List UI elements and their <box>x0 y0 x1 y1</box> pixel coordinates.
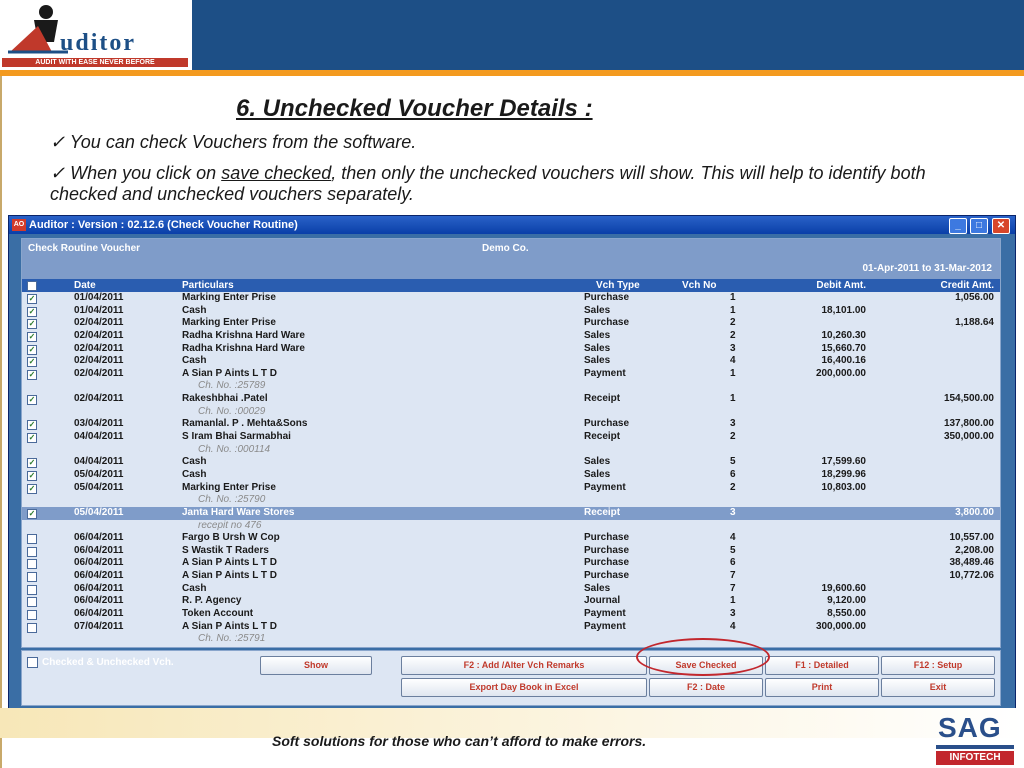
voucher-number: 4 <box>730 620 736 632</box>
voucher-particulars: A Sian P Aints L T D <box>182 557 278 569</box>
voucher-row[interactable] <box>22 418 1000 431</box>
voucher-row[interactable] <box>22 532 1000 545</box>
voucher-type: Purchase <box>584 418 630 430</box>
voucher-number: 3 <box>730 418 736 430</box>
section-title: Check Routine Voucher <box>28 243 141 254</box>
voucher-type: Sales <box>584 304 611 316</box>
voucher-date: 06/04/2011 <box>74 608 124 620</box>
company-name: Demo Co. <box>482 243 529 254</box>
bullet-text-post: , then only the unchecked vouchers will show. This will help to identify both checked and unchecked vouchers separately. <box>50 163 926 204</box>
voucher-note: Ch. No. :25791 <box>198 633 266 645</box>
voucher-note: recepit no 476 <box>198 519 262 531</box>
voucher-number: 2 <box>730 329 736 341</box>
voucher-row[interactable] <box>22 621 1000 634</box>
voucher-date: 02/04/2011 <box>74 393 124 405</box>
voucher-credit: 10,772.06 <box>949 570 994 582</box>
voucher-row[interactable] <box>22 507 1000 520</box>
voucher-row[interactable] <box>22 292 1000 305</box>
voucher-checkbox[interactable] <box>27 572 37 582</box>
col-vch-type[interactable]: Vch Type <box>596 280 640 291</box>
voucher-number: 2 <box>730 317 736 329</box>
voucher-number: 3 <box>730 608 736 620</box>
voucher-checkbox[interactable] <box>27 597 37 607</box>
logo-tagline: AUDIT WITH EASE NEVER BEFORE <box>2 58 188 67</box>
logo-text: uditor <box>60 30 137 56</box>
voucher-row[interactable] <box>22 557 1000 570</box>
show-button[interactable]: Show <box>260 656 372 675</box>
voucher-type: Payment <box>584 367 626 379</box>
voucher-particulars: Cash <box>182 582 207 594</box>
voucher-particulars: Cash <box>182 304 207 316</box>
voucher-checkbox[interactable]: ✓ <box>28 433 36 443</box>
voucher-type: Payment <box>584 608 626 620</box>
save-checked-button[interactable]: Save Checked <box>649 656 763 675</box>
voucher-date: 07/04/2011 <box>74 620 124 632</box>
sag-logo-text: SAG <box>938 712 1002 743</box>
checked-unchecked-filter[interactable] <box>27 657 174 668</box>
voucher-type: Purchase <box>584 532 630 544</box>
voucher-credit: 10,557.00 <box>949 532 994 544</box>
setup-button[interactable]: F12 : Setup <box>881 656 995 675</box>
close-button[interactable]: ✕ <box>992 218 1010 234</box>
voucher-note-row <box>22 406 1000 419</box>
bullet-text-pre: When you click on <box>70 163 222 183</box>
maximize-button[interactable]: □ <box>970 218 988 234</box>
add-alter-remarks-button[interactable]: F2 : Add /Alter Vch Remarks <box>401 656 647 675</box>
slide-left-rule <box>0 76 2 768</box>
voucher-particulars: Cash <box>182 456 207 468</box>
bullet-save-checked <box>50 163 930 205</box>
voucher-particulars: Fargo B Ursh W Cop <box>182 532 280 544</box>
voucher-checkbox[interactable]: ✓ <box>28 344 36 354</box>
voucher-type: Purchase <box>584 557 630 569</box>
voucher-number: 4 <box>730 532 736 544</box>
bullet-check-vouchers <box>50 132 416 153</box>
col-date[interactable]: Date <box>74 280 96 291</box>
voucher-checkbox[interactable] <box>27 623 37 633</box>
voucher-date: 04/04/2011 <box>74 456 124 468</box>
voucher-number: 5 <box>730 456 736 468</box>
voucher-type: Payment <box>584 481 626 493</box>
voucher-row[interactable] <box>22 305 1000 318</box>
voucher-number: 6 <box>730 557 736 569</box>
voucher-row[interactable] <box>22 393 1000 406</box>
voucher-debit: 300,000.00 <box>815 620 866 632</box>
sag-infotech-label: INFOTECH <box>936 751 1014 765</box>
voucher-particulars: Marking Enter Prise <box>182 292 276 303</box>
col-particulars[interactable]: Particulars <box>182 280 234 291</box>
voucher-type: Purchase <box>584 570 630 582</box>
voucher-debit: 19,600.60 <box>821 582 866 594</box>
voucher-date: 02/04/2011 <box>74 317 124 329</box>
voucher-row[interactable] <box>22 595 1000 608</box>
voucher-number: 2 <box>730 431 736 443</box>
voucher-note: Ch. No. :25789 <box>198 380 266 392</box>
voucher-debit: 16,400.16 <box>821 355 866 367</box>
voucher-note-row <box>22 520 1000 533</box>
auditor-logo <box>0 0 192 70</box>
voucher-checkbox[interactable]: ✓ <box>28 470 36 480</box>
voucher-credit: 38,489.46 <box>949 557 994 569</box>
voucher-checkbox[interactable]: ✓ <box>28 395 36 405</box>
print-button[interactable]: Print <box>765 678 879 697</box>
voucher-debit: 8,550.00 <box>827 608 866 620</box>
panel-header <box>22 239 1000 259</box>
voucher-date: 02/04/2011 <box>74 367 124 379</box>
voucher-number: 1 <box>730 595 736 607</box>
voucher-row[interactable] <box>22 355 1000 368</box>
voucher-particulars: Token Account <box>182 608 254 620</box>
save-checked-highlight-circle <box>636 638 770 676</box>
window-title-bar[interactable] <box>9 216 1015 234</box>
voucher-number: 1 <box>730 304 736 316</box>
voucher-particulars: Rakeshbhai .Patel <box>182 393 268 405</box>
voucher-number: 1 <box>730 367 736 379</box>
voucher-type: Sales <box>584 456 611 468</box>
voucher-particulars: R. P. Agency <box>182 595 242 607</box>
voucher-checkbox[interactable]: ✓ <box>28 294 36 303</box>
voucher-checkbox[interactable] <box>27 547 37 557</box>
voucher-credit: 1,188.64 <box>955 317 994 329</box>
voucher-checkbox[interactable]: ✓ <box>28 319 36 329</box>
voucher-date: 05/04/2011 <box>74 506 124 518</box>
window-title: Auditor : Version : 02.12.6 (Check Voucher Routine) <box>29 219 298 231</box>
voucher-particulars: A Sian P Aints L T D <box>182 620 278 632</box>
voucher-date: 01/04/2011 <box>74 304 124 316</box>
voucher-row[interactable] <box>22 368 1000 381</box>
voucher-particulars: Radha Krishna Hard Ware <box>182 329 305 341</box>
voucher-date: 02/04/2011 <box>74 342 124 354</box>
voucher-date: 05/04/2011 <box>74 481 124 493</box>
logo-figure-icon <box>8 2 68 56</box>
period-range: 01-Apr-2011 to 31-Mar-2012 <box>862 263 992 274</box>
voucher-row[interactable] <box>22 456 1000 469</box>
voucher-list <box>22 292 1000 646</box>
voucher-debit: 10,803.00 <box>821 481 866 493</box>
voucher-type: Receipt <box>584 506 621 518</box>
voucher-debit: 200,000.00 <box>815 367 866 379</box>
voucher-particulars: A Sian P Aints L T D <box>182 367 278 379</box>
voucher-checkbox[interactable]: ✓ <box>28 458 36 468</box>
voucher-number: 2 <box>730 481 736 493</box>
voucher-credit: 3,800.00 <box>955 506 994 518</box>
column-header-row <box>22 279 1000 292</box>
footer-tagline: Soft solutions for those who can’t afford to make errors. <box>272 733 647 749</box>
period-header <box>22 259 1000 279</box>
voucher-type: Sales <box>584 468 611 480</box>
voucher-date: 06/04/2011 <box>74 582 124 594</box>
voucher-debit: 17,599.60 <box>821 456 866 468</box>
filter-checkbox[interactable] <box>27 657 38 668</box>
voucher-date: 05/04/2011 <box>74 468 124 480</box>
voucher-number: 3 <box>730 342 736 354</box>
voucher-type: Payment <box>584 620 626 632</box>
voucher-particulars: Cash <box>182 468 207 480</box>
voucher-type: Receipt <box>584 393 621 405</box>
voucher-number: 3 <box>730 506 736 518</box>
voucher-type: Receipt <box>584 431 621 443</box>
voucher-debit: 10,260.30 <box>821 329 866 341</box>
voucher-row[interactable] <box>22 608 1000 621</box>
voucher-row[interactable] <box>22 330 1000 343</box>
check-mark-icon: ✓ <box>50 132 66 152</box>
voucher-number: 1 <box>730 292 736 303</box>
voucher-note: Ch. No. :000114 <box>198 443 271 455</box>
voucher-checkbox[interactable]: ✓ <box>28 331 36 341</box>
voucher-credit: 1,056.00 <box>955 292 994 303</box>
voucher-date: 02/04/2011 <box>74 355 124 367</box>
voucher-row[interactable] <box>22 583 1000 596</box>
voucher-particulars: S Wastik T Raders <box>182 544 269 556</box>
bullet-text: You can check Vouchers from the software. <box>69 132 417 152</box>
app-icon: AO <box>12 219 26 231</box>
filter-label: Checked & Unchecked Vch. <box>42 657 174 669</box>
voucher-type: Sales <box>584 355 611 367</box>
voucher-type: Journal <box>584 595 621 607</box>
voucher-number: 7 <box>730 582 736 594</box>
voucher-debit: 18,299.96 <box>821 468 866 480</box>
voucher-type: Purchase <box>584 292 630 303</box>
voucher-row[interactable] <box>22 469 1000 482</box>
date-button[interactable]: F2 : Date <box>649 678 763 697</box>
voucher-particulars: Marking Enter Prise <box>182 481 276 493</box>
voucher-type: Purchase <box>584 544 630 556</box>
voucher-debit: 9,120.00 <box>827 595 866 607</box>
exit-button[interactable]: Exit <box>881 678 995 697</box>
minimize-button[interactable]: _ <box>949 218 967 234</box>
voucher-debit: 18,101.00 <box>821 304 866 316</box>
voucher-note-row <box>22 494 1000 507</box>
voucher-note: Ch. No. :00029 <box>198 405 266 417</box>
col-credit[interactable]: Credit Amt. <box>940 280 994 291</box>
slide-title: 6. Unchecked Voucher Details : <box>236 95 593 122</box>
voucher-panel <box>21 238 1001 648</box>
voucher-date: 04/04/2011 <box>74 431 124 443</box>
voucher-number: 6 <box>730 468 736 480</box>
voucher-checkbox[interactable]: ✓ <box>28 357 36 367</box>
voucher-checkbox[interactable]: ✓ <box>28 420 36 430</box>
voucher-checkbox[interactable]: ✓ <box>28 306 36 316</box>
sag-logo-rule <box>936 745 1014 749</box>
save-checked-link-text: save checked <box>221 163 332 183</box>
col-vch-no[interactable]: Vch No <box>682 280 717 291</box>
slide-header-accent <box>0 70 1024 76</box>
voucher-row[interactable] <box>22 545 1000 558</box>
voucher-row[interactable] <box>22 431 1000 444</box>
voucher-date: 06/04/2011 <box>74 595 124 607</box>
select-all-checkbox[interactable] <box>27 281 37 291</box>
voucher-particulars: A Sian P Aints L T D <box>182 570 278 582</box>
voucher-particulars: Janta Hard Ware Stores <box>182 506 295 518</box>
voucher-row[interactable] <box>22 482 1000 495</box>
voucher-checkbox[interactable]: ✓ <box>28 369 36 379</box>
voucher-type: Sales <box>584 329 611 341</box>
voucher-credit: 154,500.00 <box>943 393 994 405</box>
voucher-checkbox[interactable] <box>27 559 37 569</box>
voucher-date: 06/04/2011 <box>74 532 124 544</box>
check-voucher-window <box>8 215 1016 711</box>
voucher-date: 06/04/2011 <box>74 544 124 556</box>
voucher-number: 4 <box>730 355 736 367</box>
action-bar <box>21 650 1001 706</box>
voucher-type: Purchase <box>584 317 630 329</box>
voucher-checkbox[interactable] <box>27 610 37 620</box>
detailed-button[interactable]: F1 : Detailed <box>765 656 879 675</box>
voucher-particulars: Ramanlal. P . Mehta&Sons <box>182 418 308 430</box>
voucher-note-row <box>22 444 1000 457</box>
voucher-checkbox[interactable]: ✓ <box>28 483 36 493</box>
voucher-type: Sales <box>584 582 611 594</box>
voucher-date: 03/04/2011 <box>74 418 124 430</box>
voucher-debit: 15,660.70 <box>821 342 866 354</box>
check-mark-icon: ✓ <box>50 163 66 183</box>
voucher-particulars: S Iram Bhai Sarmabhai <box>182 431 291 443</box>
voucher-checkbox[interactable] <box>27 534 37 544</box>
voucher-row[interactable] <box>22 317 1000 330</box>
voucher-number: 5 <box>730 544 736 556</box>
voucher-checkbox[interactable]: ✓ <box>28 508 36 518</box>
voucher-number: 1 <box>730 393 736 405</box>
voucher-note: Ch. No. :25790 <box>198 494 266 506</box>
voucher-note-row <box>22 633 1000 646</box>
col-debit[interactable]: Debit Amt. <box>816 280 866 291</box>
voucher-date: 01/04/2011 <box>74 292 124 303</box>
voucher-credit: 350,000.00 <box>943 431 994 443</box>
voucher-date: 06/04/2011 <box>74 570 124 582</box>
voucher-credit: 137,800.00 <box>943 418 994 430</box>
voucher-row[interactable] <box>22 343 1000 356</box>
voucher-particulars: Cash <box>182 355 207 367</box>
voucher-checkbox[interactable] <box>27 585 37 595</box>
voucher-particulars: Radha Krishna Hard Ware <box>182 342 305 354</box>
voucher-credit: 2,208.00 <box>955 544 994 556</box>
voucher-date: 02/04/2011 <box>74 329 124 341</box>
voucher-row[interactable] <box>22 570 1000 583</box>
voucher-date: 06/04/2011 <box>74 557 124 569</box>
export-excel-button[interactable]: Export Day Book in Excel <box>401 678 647 697</box>
voucher-type: Sales <box>584 342 611 354</box>
voucher-particulars: Marking Enter Prise <box>182 317 276 329</box>
voucher-note-row <box>22 380 1000 393</box>
voucher-number: 7 <box>730 570 736 582</box>
